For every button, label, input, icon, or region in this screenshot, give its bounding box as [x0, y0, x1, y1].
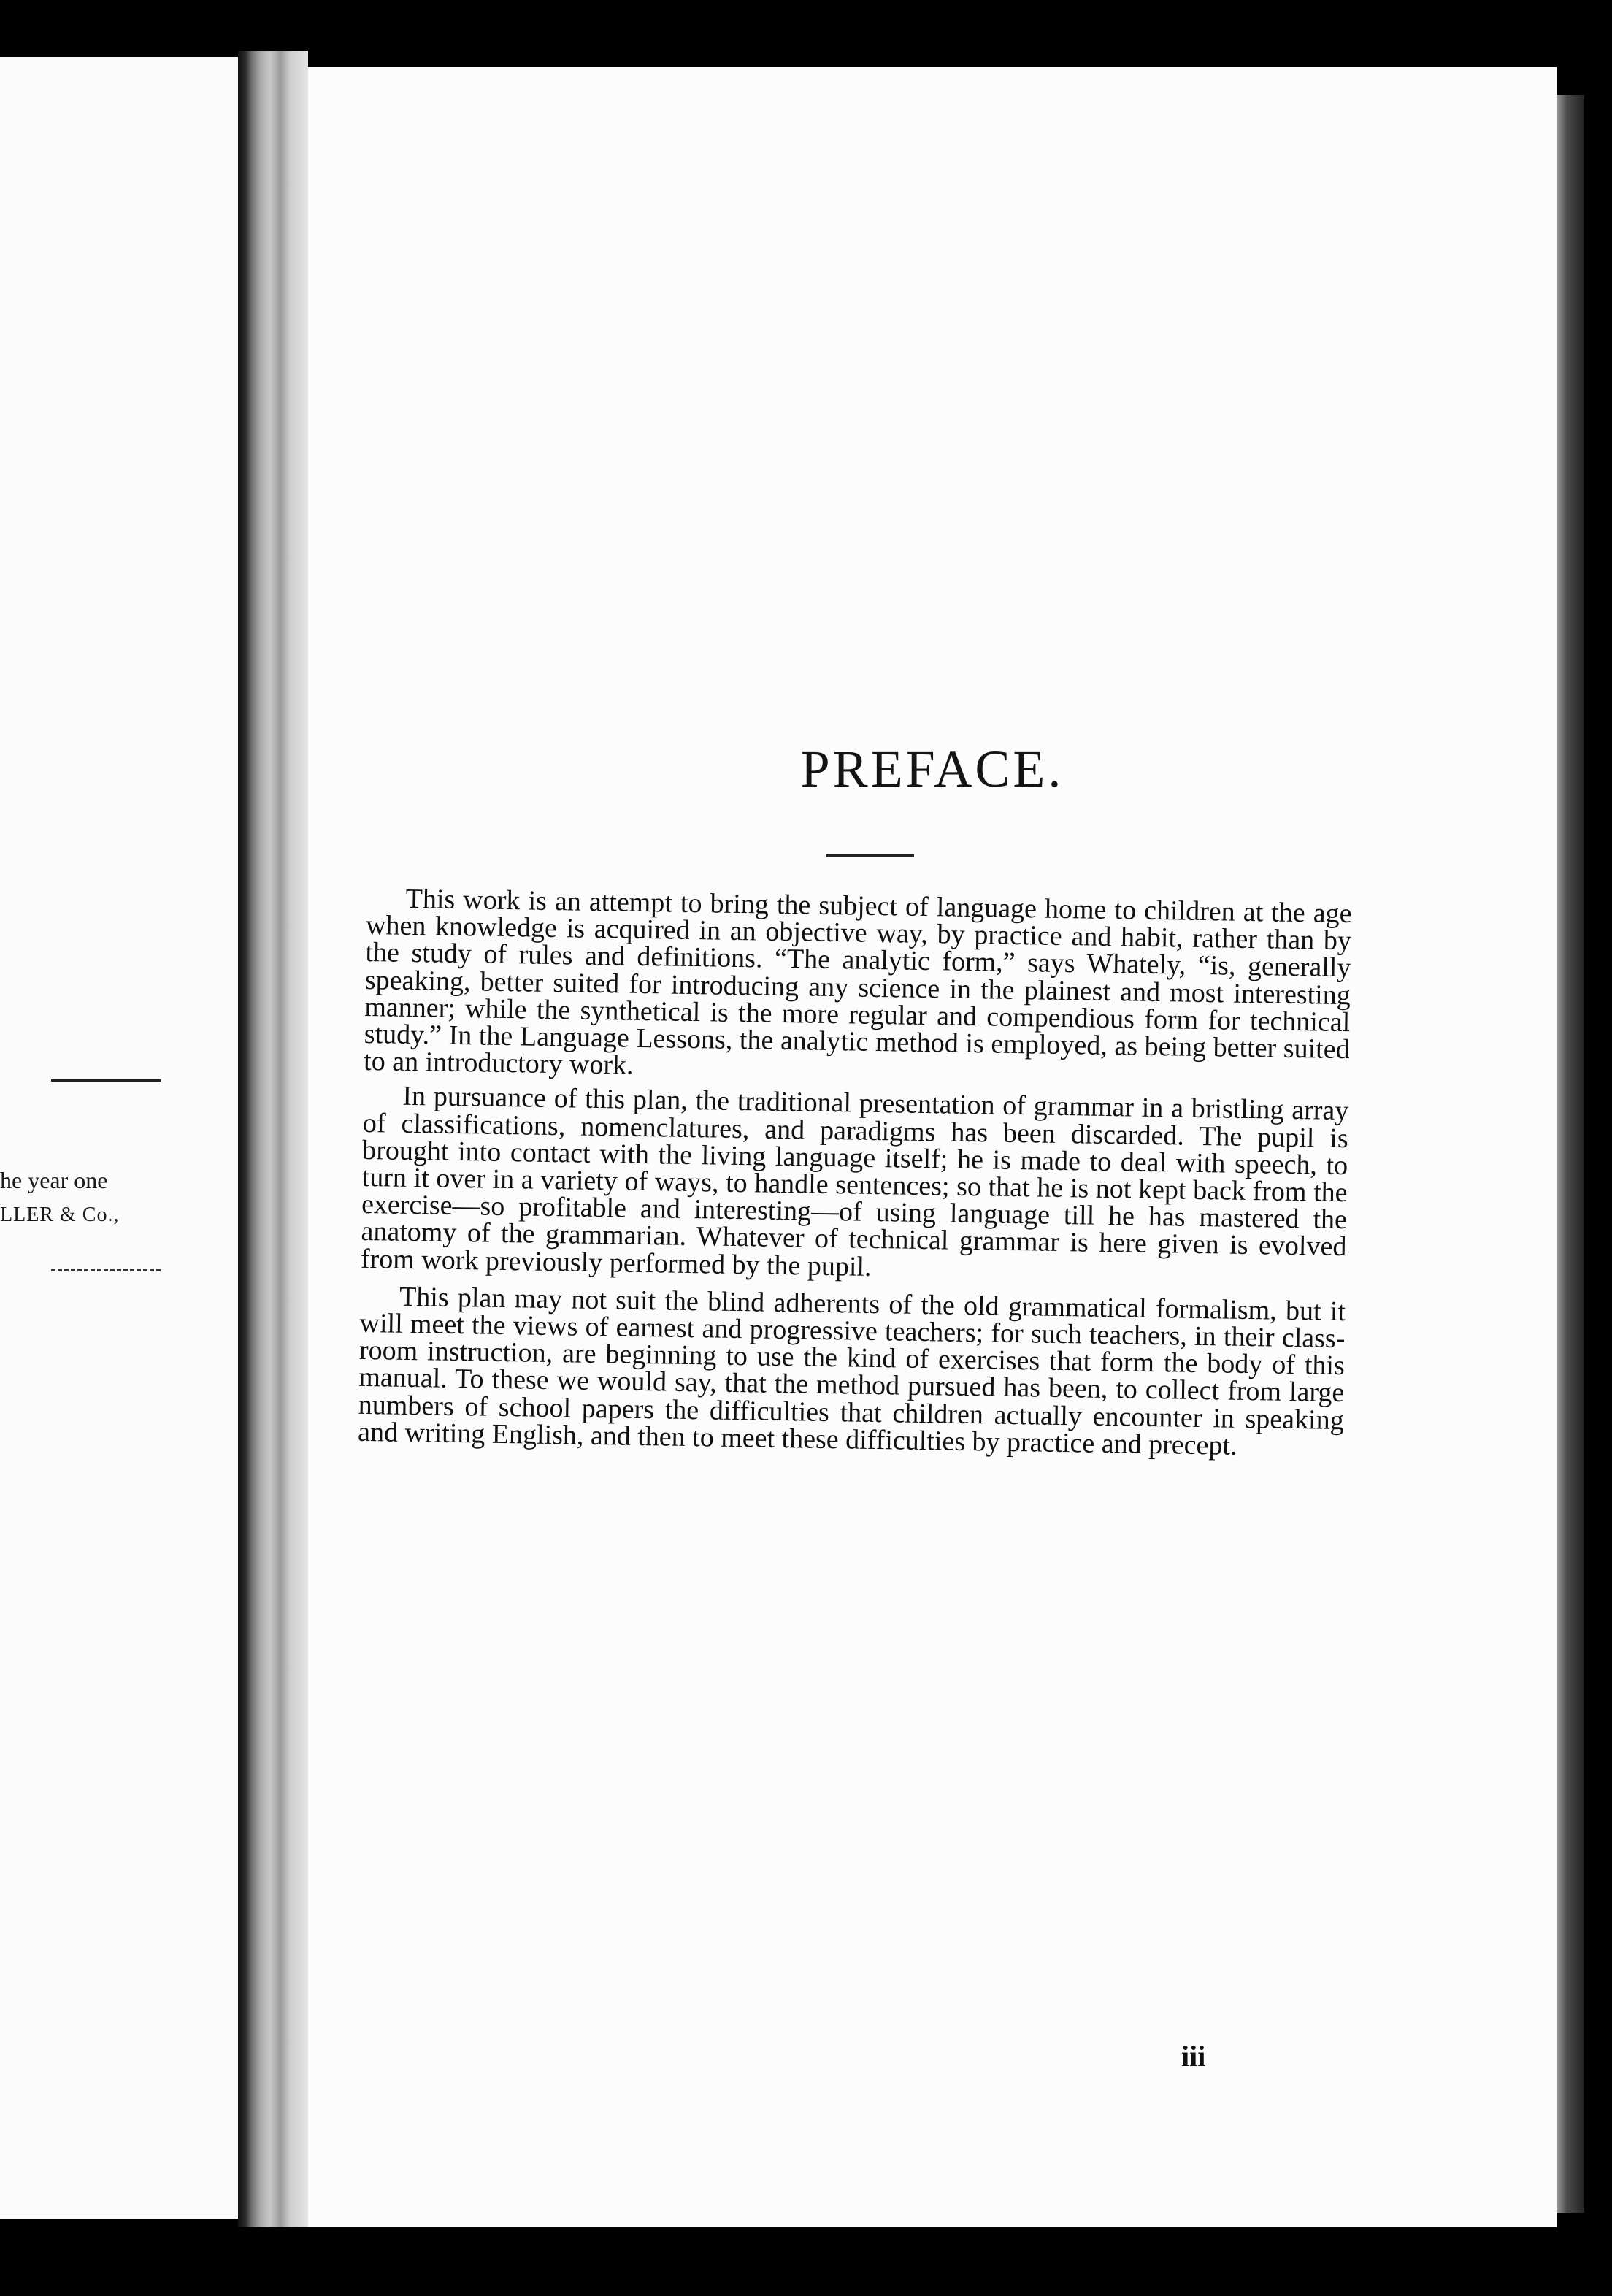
page-number: iii	[1181, 2040, 1206, 2073]
page-title: PREFACE.	[800, 740, 1064, 798]
left-page-rule-bottom	[51, 1269, 161, 1271]
book-gutter	[238, 51, 308, 2227]
page-edge	[1557, 95, 1584, 2213]
left-page-text-line-2: LLER & Co.,	[0, 1204, 120, 1226]
preface-paragraph-1: This work is an attempt to bring the subject of language home to children at the age when knowledge is acquired in an objective way, by practice and habit, rather than by the study of rules and definitions. “The analytic form,” says Whately, “is, generally speaking, better suited for introducing any science in the plainest and most interesting manner; while the synthetical is the more regular and compendious form for technical study.” In the Language Lessons, the analytic method is employed, as being better suited to an introductory work.	[363, 883, 1352, 1081]
right-page	[308, 67, 1557, 2227]
preface-body	[358, 885, 1352, 1469]
title-rule	[826, 854, 914, 857]
left-page	[0, 57, 238, 2219]
left-page-text-line-1: he year one	[0, 1167, 108, 1193]
left-page-rule-top	[51, 1079, 161, 1082]
preface-paragraph-2: In pursuance of this plan, the traditional presentation of grammar in a bristling array of classifications, nomenclatures, and paradigms has been discarded. The pupil is brought into contact with the living language itself; he is made to deal with speech, to turn it over in a variety of ways, to handle sentences; so that he is not kept back from the exercise—so profitable and interesting—of using language till he has mastered the anatomy of the grammarian. Whatever of technical grammar is here given is evolved from work previously performed by the pupil.	[360, 1081, 1349, 1282]
preface-paragraph-3: This plan may not suit the blind adherents of the old grammatical formalism, but it will meet the views of earnest and progressive teachers; for such teachers, in their class-room instruction, are beginning to use the kind of exercises that form the body of this manual. To these we would say, that the method pursued has been, to collect from large numbers of school papers the difficulties that children actually encounter in speaking and writing English, and then to meet these difficulties by practice and precept.	[357, 1281, 1346, 1461]
